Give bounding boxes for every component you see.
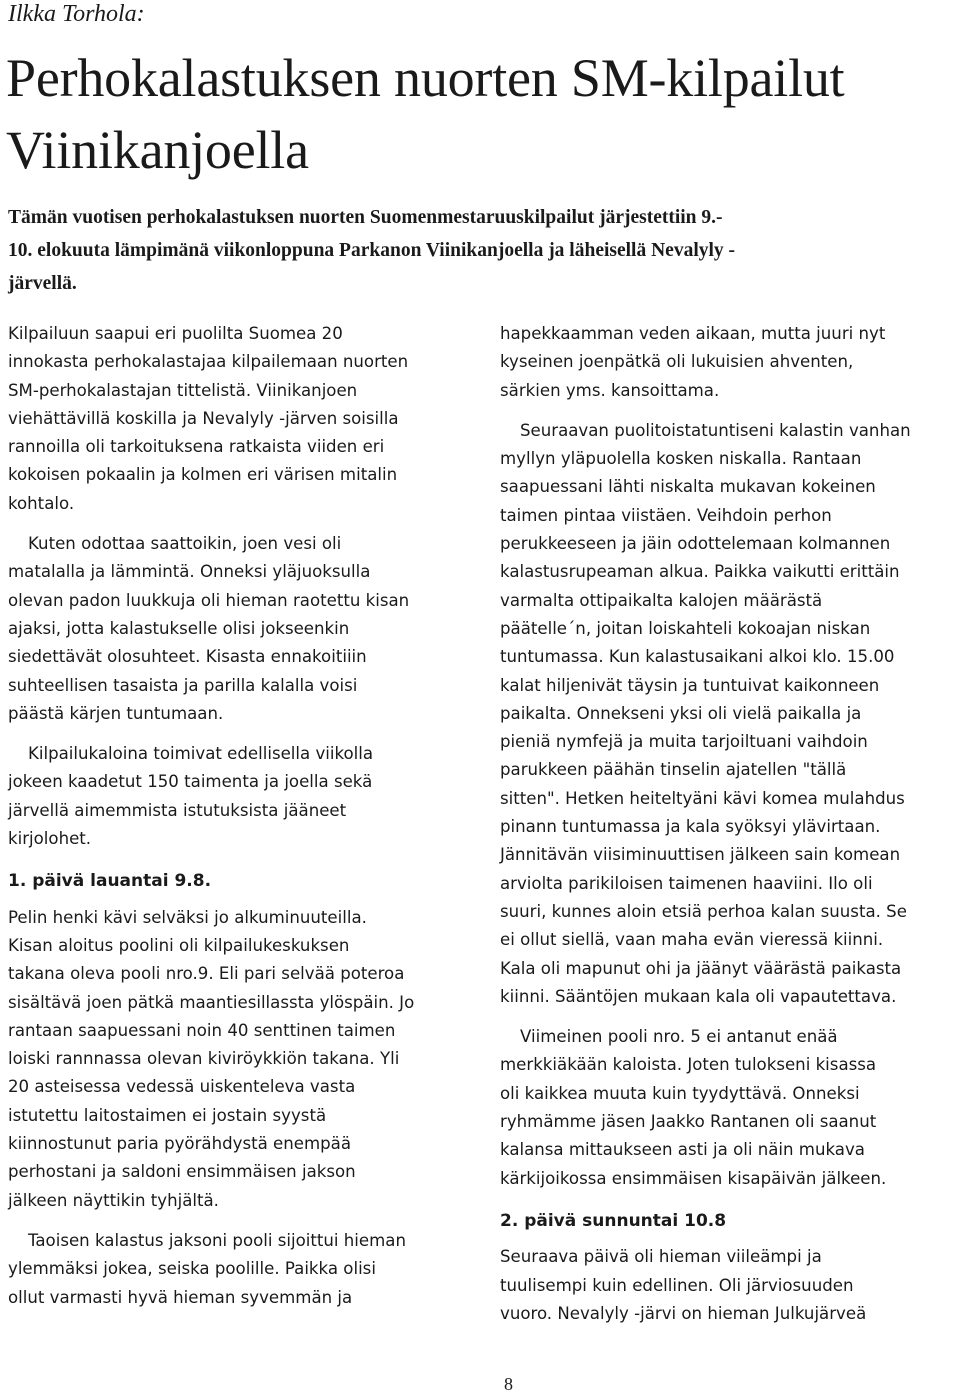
text-line: hapekkaamman veden aikaan, mutta juuri nyt	[500, 324, 886, 343]
text-line: ajaksi, jotta kalastukselle olisi jokseenkin	[8, 618, 350, 638]
lead-line: Tämän vuotisen perhokalastuksen nuorten Suomenmestaruuskilpailut järjestettiin 9.-	[8, 207, 723, 228]
right-column	[500, 320, 958, 1338]
text-line: innokasta perhokalastajaa kilpailemaan nuorten	[8, 352, 409, 372]
text-line: kalastusrupeaman alkua. Paikka vaikutti erittäin	[500, 562, 900, 582]
text-line: Kuten odottaa saattoikin, joen vesi oli	[28, 534, 342, 554]
text-line: kyseinen joenpätkä oli lukuisien ahventen,	[500, 352, 854, 372]
title-line: Perhokalastuksen nuorten SM-kilpailut	[6, 48, 845, 108]
text-line: ei ollut siellä, vaan maha evän vieressä kiinni.	[500, 930, 884, 950]
text-line: jälkeen näyttikin tyhjältä.	[8, 1190, 219, 1210]
text-line: rantaan saapuessani noin 40 senttinen taimen	[8, 1020, 396, 1040]
text-line: kalansa mittaukseen asti ja oli näin mukava	[500, 1140, 865, 1160]
text-line: 20 asteisessa vedessä uiskenteleva vasta	[8, 1077, 356, 1097]
text-line: siedettävät olosuhteet. Kisasta ennakoitiiin	[8, 647, 367, 667]
text-line: saapuessani lähti niskalta mukavan kokeinen	[500, 477, 876, 497]
text-line: kiinnostunut paria pyörähdystä enempää	[8, 1134, 352, 1154]
text-line: särkien yms. kansoittama.	[500, 380, 720, 400]
body-paragraph	[500, 320, 958, 405]
lead-line: järvellä.	[8, 273, 77, 294]
text-line: ryhmämme jäsen Jaakko Rantanen oli saanut	[500, 1112, 877, 1132]
text-line: rannoilla oli tarkoituksena ratkaista viiden eri	[8, 437, 385, 457]
text-line: parukkeen päähän tinselin ajatellen "tällä	[500, 760, 847, 780]
text-line: tuulisempi kuin edellinen. Oli järviosuuden	[500, 1275, 854, 1295]
text-line: olevan padon luukkuja oli hieman raotettu kisan	[8, 590, 410, 610]
text-line: Viimeinen pooli nro. 5 ei antanut enää	[520, 1027, 838, 1047]
body-paragraph	[8, 904, 470, 1215]
text-line: Taoisen kalastus jaksoni pooli sijoittui hieman	[28, 1230, 406, 1250]
text-line: pinann tuntumassa ja kala syöksyi ylävirtaan.	[500, 817, 881, 837]
text-line: Kilpailukaloina toimivat edellisella viikolla	[28, 744, 374, 764]
body-paragraph	[500, 1243, 958, 1328]
text-line: kohtalo.	[8, 493, 75, 513]
text-line: jokeen kaadetut 150 taimenta ja joella sekä	[8, 772, 373, 792]
body-paragraph	[8, 530, 470, 728]
section-heading: 2. päivä sunnuntai 10.8	[500, 1210, 727, 1231]
text-line: ollut varmasti hyvä hieman syvemmän ja	[8, 1287, 353, 1307]
body-paragraph	[8, 320, 470, 518]
author-byline: Ilkka Torhola:	[8, 1, 145, 27]
text-line: pieniä nymfejä ja muita tarjoiltuani vaihdoin	[500, 732, 868, 752]
article-title	[6, 42, 956, 186]
page-number: 8	[504, 1374, 513, 1394]
text-line: Kisan aloitus poolini oli kilpailukeskuksen	[8, 935, 350, 955]
text-line: matalalla ja lämmintä. Onneksi yläjuoksulla	[8, 562, 371, 582]
body-paragraph	[8, 740, 470, 853]
title-line: Viinikanjoella	[6, 120, 309, 180]
text-line: viehättävillä koskilla ja Nevalyly -järven soisilla	[8, 408, 399, 428]
text-line: takana oleva pooli nro.9. Eli pari selvää poteroa	[8, 964, 405, 984]
text-line: kirjolohet.	[8, 829, 92, 849]
text-line: Pelin henki kävi selväksi jo alkuminuuteilla.	[8, 907, 367, 927]
text-line: varmalta ottipaikalta kalojen määrästä	[500, 590, 823, 610]
left-column	[8, 320, 470, 1322]
text-line: suhteellisen tasaista ja parilla kalalla voisi	[8, 675, 358, 695]
text-line: SM-perhokalastajan tittelistä. Viinikanjoen	[8, 380, 358, 400]
text-line: kärkijoikossa ensimmäisen kisapäivän jälkeen.	[500, 1168, 887, 1188]
text-line: ylemmäksi jokea, seiska poolille. Paikka olisi	[8, 1259, 376, 1279]
text-line: päätelle´n, joitan loiskahteli kokoajan niskan	[500, 618, 871, 638]
text-line: Seuraavan puolitoistatuntiseni kalastin vanhan	[520, 420, 911, 440]
text-line: suuri, kunnes aloin etsiä perhoa kalan suusta. Se	[500, 901, 907, 921]
text-line: taimen pintaa viistäen. Veihdoin perhon	[500, 505, 832, 525]
body-paragraph	[500, 1023, 958, 1193]
text-line: arviolta parikiloisen taimenen haaviini. Ilo oli	[500, 873, 873, 893]
text-line: oli kaikkea muuta kuin tyydyttävä. Onneksi	[500, 1083, 860, 1103]
text-line: loiski rannnassa olevan kiviröykkiön takana. Yli	[8, 1049, 400, 1069]
section-heading: 1. päivä lauantai 9.8.	[8, 871, 212, 892]
text-line: Jännitävän viisiminuuttisen jälkeen sain komean	[500, 845, 901, 865]
text-line: perukkeeseen ja jäin odottelemaan kolmannen	[500, 534, 891, 554]
body-paragraph	[8, 1227, 470, 1312]
text-line: sitten". Hetken heiteltyäni kävi komea mulahdus	[500, 788, 905, 808]
text-line: järvellä aimemmista istutuksista jääneet	[8, 800, 347, 820]
text-line: perhostani ja saldoni ensimmäisen jakson	[8, 1162, 356, 1182]
text-line: paikalta. Onnekseni yksi oli vielä paikalla ja	[500, 703, 862, 723]
text-line: kalat hiljenivät täysin ja tuntuivat kaikonneen	[500, 675, 880, 695]
text-line: tuntumassa. Kun kalastusaikani alkoi klo. 15.00	[500, 647, 895, 667]
body-paragraph	[500, 417, 958, 1011]
text-line: päästä kärjen tuntumaan.	[8, 703, 224, 723]
text-line: Kilpailuun saapui eri puolilta Suomea 20	[8, 324, 343, 343]
text-line: vuoro. Nevalyly -järvi on hieman Julkujärveä	[500, 1303, 867, 1323]
text-line: kokoisen pokaalin ja kolmen eri värisen mitalin	[8, 465, 398, 485]
lead-line: 10. elokuuta lämpimänä viikonloppuna Parkanon Viinikanjoella ja läheisellä Nevalyly -	[8, 240, 736, 261]
text-line: Seuraava päivä oli hieman viileämpi ja	[500, 1247, 822, 1267]
text-line: myllyn yläpuolella kosken niskalla. Rantaan	[500, 449, 862, 469]
text-line: sisältävä joen pätkä maantiesillassta ylöspäin. Jo	[8, 992, 415, 1012]
text-line: Kala oli mapunut ohi ja jäänyt väärästä paikasta	[500, 958, 902, 978]
text-line: istutettu laitostaimen ei jostain syystä	[8, 1105, 327, 1125]
text-line: kiinni. Sääntöjen mukaan kala oli vapautettava.	[500, 986, 897, 1006]
text-line: merkkiäkään kaloista. Joten tulokseni kisassa	[500, 1055, 877, 1075]
lead-paragraph	[8, 201, 958, 300]
